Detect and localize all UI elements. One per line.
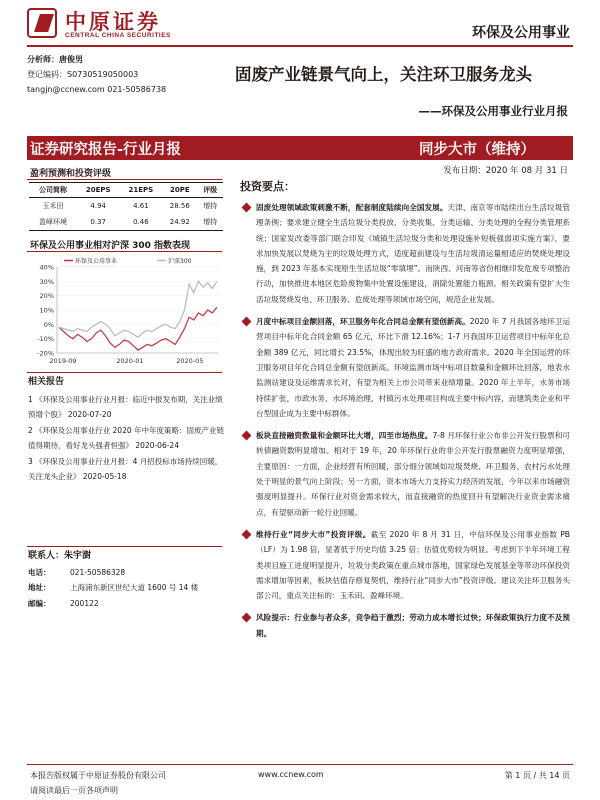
y-tick-label: -20% xyxy=(37,349,54,358)
rating-table xyxy=(29,182,223,231)
industry-rating: 同步大市（维持） xyxy=(419,142,535,158)
related-reports xyxy=(28,375,226,485)
point-heading: 板块直接融资数量和金额环比大增，四至市场热度。 xyxy=(256,431,433,441)
report-title: 固废产业链景气向上，关注环卫服务龙头 xyxy=(235,65,532,84)
analyst-info xyxy=(27,52,197,97)
series-line-2 xyxy=(59,281,217,337)
diamond-bullet-icon xyxy=(242,317,252,327)
table-row xyxy=(29,198,223,215)
table-cell: 4.94 xyxy=(90,202,107,210)
y-tick-label: 30% xyxy=(39,277,54,286)
table-cell: 盈峰环境 xyxy=(38,218,67,226)
risk-warning: 风险提示：行业参与者众多，竞争趋于激烈；劳动力成本增长过快；环保政策执行力度不及预期。 xyxy=(256,613,570,638)
address-label: 地址： xyxy=(28,583,51,592)
point-heading: 维持行业“同步大市”投资评级。 xyxy=(256,529,371,539)
point-paragraph xyxy=(240,200,570,307)
table-header-cell: 20PE xyxy=(162,183,197,198)
series-line-1 xyxy=(59,307,217,350)
zip-label: 邮编： xyxy=(28,598,51,608)
diamond-bullet-icon xyxy=(242,613,252,623)
y-tick-label: 20% xyxy=(39,292,54,301)
investment-points-title: 投资要点： xyxy=(240,180,295,193)
table-cell: 玉禾田 xyxy=(42,202,64,210)
phone-label: 电话： xyxy=(28,567,51,577)
table-header-cell: 公司简称 xyxy=(29,183,77,198)
analyst-contact: tangjn@ccnew.com 021-50586738 xyxy=(27,85,167,94)
logo-mark-icon xyxy=(27,8,57,38)
legend-label: 环保及公用事业 xyxy=(75,258,118,265)
footer-divider xyxy=(27,764,573,765)
table-header-cell: 20EPS xyxy=(77,183,120,198)
related-report-item: 2 《环保及公用事业行业 2020 年中年度策略：固废产业链值得期待，看好龙头强者恒强》 2020-06-24 xyxy=(28,426,225,450)
x-tick-label: 2019-09 xyxy=(49,357,77,365)
analyst-name: 分析师：唐俊男 xyxy=(27,55,83,64)
company-logo xyxy=(27,6,187,46)
table-cell: 增持 xyxy=(203,202,218,210)
analyst-registration: 登记编码：S0730519050003 xyxy=(27,70,139,79)
investment-points xyxy=(240,178,570,648)
report-type-band xyxy=(27,136,573,160)
point-paragraph xyxy=(240,610,570,641)
y-tick-label: 10% xyxy=(39,306,54,315)
point-paragraph xyxy=(240,314,570,421)
contact-info xyxy=(28,549,228,611)
chart-section-divider xyxy=(27,251,222,252)
report-type: 证券研究报告-行业月报 xyxy=(30,142,182,158)
diamond-bullet-icon xyxy=(242,431,252,441)
related-report-item: 3 《环保及公用事业行业月报：4 月招投标市场持续回暖，关注龙头企业》 2020-05-18 xyxy=(28,457,223,481)
report-subtitle: ——环保及公用事业行业月报 xyxy=(418,104,568,118)
phone-value: 021-50586328 xyxy=(70,567,126,577)
point-text: 2020 年 7 月我国各地环卫运营项目中标年化合同金额 65 亿元，环比下滑 12.16%；1-7 月我国环卫运营项目中标年化总金额 389 亿元，同比增长 23.5%，体现出较为旺盛的地方政府需求。2020 年全国运营的环卫服务项目年化合同总金额有望创新高。环境监测市场中标项目数量和金额环比回落，地表水监测站建设及运维需求长对，有望为相关上市公司带来业绩增量。2020 年上半年，水务市场持续扩张，市政水务、水环境治理、村镇污水处理项目构成主要中标内容，而建筑类企业和平台型国企成为主要中标群体。 xyxy=(256,317,570,418)
diamond-bullet-icon xyxy=(242,203,252,213)
table-cell: 0.37 xyxy=(90,218,107,226)
y-tick-label: -10% xyxy=(37,335,54,344)
address-value: 上海浦东新区世纪大道 1600 号 14 楼 xyxy=(70,583,199,592)
related-report-item: 1 《环保及公用事业行业月报：临近中报发布期，关注业绩预增个股》 2020-07-20 xyxy=(28,395,223,419)
table-header-cell: 评级 xyxy=(197,183,223,198)
zip-value: 200122 xyxy=(70,598,99,608)
contact-person: 联系人：朱宇澍 xyxy=(28,551,92,561)
diamond-bullet-icon xyxy=(242,529,252,539)
point-text: 截至 2020 年 8 月 31 日，中信环保及公用事业指数 PB（LF）为 1.98 倍，显著低于历史均值 3.25 倍；估值优势较为明显。考虑到下半年环境工程类项目施工进度明显提升，垃圾分类政策在重点城市落地，国家绿色发展基金等带动环保投资需求增加等因素，板块估值存修复契机，维持行业“同步大市”投资评级。建议关注环卫服务头部公司，重点关注标的：玉禾田、盈峰环境。 xyxy=(256,529,570,601)
point-heading: 月度中标项目金额回落，环卫服务年化合同总金额有望创新高。 xyxy=(256,317,470,327)
table-header-row xyxy=(29,183,223,198)
x-tick-label: 2020-01 xyxy=(116,357,144,365)
legend-label: 沪深300 xyxy=(168,258,192,265)
rating-section-title: 盈利预测和投资评级 xyxy=(30,169,112,179)
footer-website[interactable]: www.ccnew.com xyxy=(258,770,324,779)
logo-english-name: CENTRAL CHINA SECURITIES xyxy=(65,32,171,39)
logo-chinese-name: 中原证券 xyxy=(65,10,161,34)
industry-header: 环保及公用事业 xyxy=(472,25,570,41)
table-header-cell: 21EPS xyxy=(120,183,163,198)
table-cell: 0.46 xyxy=(133,218,149,226)
related-reports-title: 相关报告 xyxy=(28,377,65,387)
point-paragraph xyxy=(240,428,570,520)
related-section-divider xyxy=(27,372,222,373)
table-row xyxy=(29,214,223,231)
point-paragraph xyxy=(240,527,570,603)
header-divider xyxy=(27,45,573,47)
point-heading: 固废处理领域政策刺激不断，配套制度陆续向全国发展。 xyxy=(256,203,448,212)
footer-copyright: 本报告版权属于中原证券股份有限公司 xyxy=(30,771,166,780)
table-cell: 28.56 xyxy=(169,202,190,210)
table-cell: 增持 xyxy=(203,218,218,226)
footer-disclaimer: 请阅读最后一页各项声明 xyxy=(30,786,118,795)
y-tick-label: 40% xyxy=(39,263,54,272)
point-text: 7-8 月环保行业公布非公开发行股票和可转债融资数明显增加。相对于 19 年，20 年环保行业的非公开发行股票融资力度明显增强，主要原因：一方面，企业经营有所回暖，部分细分领域如垃圾焚烧、环卫服务、农村污水处理处于明显的景气向上阶段；另一方面，资本市场大力支持实力经济的发展，今年以来市场融资强度明显提升。环保行业对资金需求较大，而直接融资的热度回升有望解决行业资金需求痛点，有望驱动新一轮行业回暖。 xyxy=(256,431,570,517)
footer-page-number: 第 1 页 / 共 14 页 xyxy=(504,771,570,780)
table-cell: 4.61 xyxy=(133,202,149,210)
point-text: 天津、南京等市陆续出台生活垃圾管理条例；要求建立健全生活垃圾分类投放、分类收集、分类运输、分类处理的全程分类管理系统；国家发改委等部门联合印发《城镇生活垃圾分类和处理设施补短板强弱项实施方案》，要求加快发展以焚烧为主的垃圾处理方式，适度超前建设与生活垃圾清运量相适应的焚烧处理设施，到 2023 年基本实现原生生活垃圾“零填埋”。而陕西、河南等省份相继印发危废专项整治行动，加快推进本地区危险废物集中处置设施建设，消除处置能力瓶颈。相关政策有望扩大生活垃圾焚烧发电、环卫服务、危废处理等领域市场空间，规范企业发展。 xyxy=(256,203,571,304)
publish-date: 发布日期：2020 年 08 月 31 日 xyxy=(443,166,568,176)
y-tick-label: 0% xyxy=(43,320,54,329)
contact-section-divider xyxy=(27,546,222,547)
x-tick-label: 2020-05 xyxy=(176,357,204,365)
rating-section-divider xyxy=(27,179,222,180)
chart-section-title: 环保及公用事业相对沪深 300 指数表现 xyxy=(30,241,191,251)
table-cell: 24.92 xyxy=(169,218,190,226)
